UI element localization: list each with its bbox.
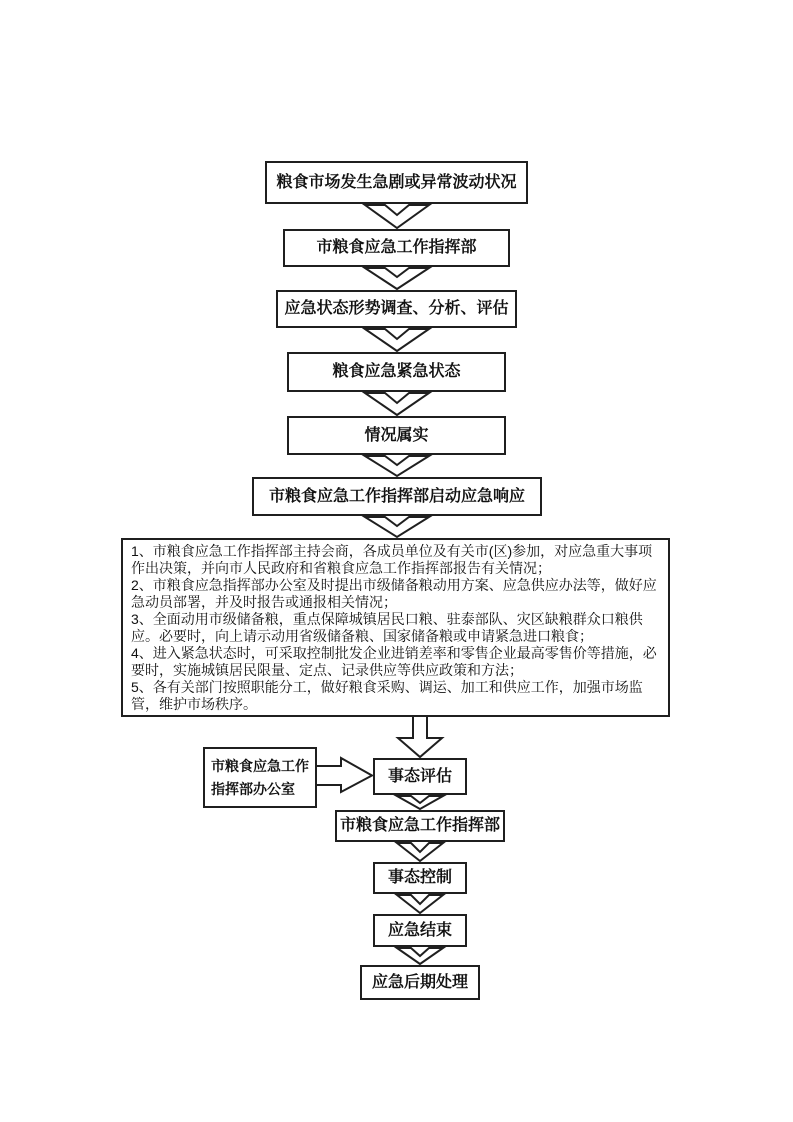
flow-node-label: 市粮食应急工作指挥部 — [316, 239, 477, 256]
flow-node-label: 粮食应急紧急状态 — [332, 363, 461, 380]
flow-node-response-end — [373, 914, 467, 947]
response-measure-item: 3、全面动用市级储备粮，重点保障城镇居民口粮、驻泰部队、灾区缺粮群众口粮供应。必要时，向上请示动用省级储备粮、国家储备粮或申请紧急进口粮食； — [131, 611, 643, 644]
flow-node-situation-control — [373, 862, 467, 894]
down-chevron-arrow-icon — [365, 268, 429, 289]
flow-node-label: 事态控制 — [387, 869, 452, 886]
flow-node-situation-assessment — [276, 290, 517, 328]
response-measure-item: 1、市粮食应急工作指挥部主持会商，各成员单位及有关市(区)参加，对应急重大事项作出决策，并向市人民政府和省粮食应急工作指挥部报告有关情况； — [131, 543, 653, 576]
flow-node-response-measures — [121, 538, 670, 717]
flow-node-label: 应急后期处理 — [371, 973, 468, 991]
right-block-arrow-icon — [316, 758, 372, 792]
down-chevron-arrow-icon — [365, 456, 429, 476]
flow-node-label: 事态评估 — [387, 767, 452, 785]
down-chevron-arrow-icon — [397, 796, 443, 809]
flow-node-label: 情况属实 — [364, 426, 429, 444]
flow-node-market-fluctuation — [265, 161, 528, 204]
flow-node-situation-evaluation — [373, 758, 467, 795]
response-measure-item: 2、市粮食应急指挥部办公室及时提出市级储备粮动用方案、应急供应办法等，做好应急动员部署，并及时报告或通报相关情况； — [131, 577, 657, 610]
flow-node-label: 市粮食应急工作指挥部办公室 — [211, 758, 309, 797]
flow-node-activate-response — [252, 477, 542, 516]
down-chevron-arrow-icon — [397, 895, 443, 913]
down-chevron-arrow-icon — [365, 393, 429, 415]
flow-node-label: 粮食市场发生急剧或异常波动状况 — [276, 173, 517, 191]
response-measure-item: 5、各有关部门按照职能分工，做好粮食采购、调运、加工和供应工作，加强市场监管，维护市场秩序。 — [131, 679, 643, 712]
down-chevron-arrow-icon — [365, 517, 429, 537]
flow-node-label: 市粮食应急工作指挥部启动应急响应 — [268, 487, 525, 505]
response-measure-item: 4、进入紧急状态时，可采取控制批发企业进销差率和零售企业最高零售价等措施，必要时，实施城镇居民限量、定点、记录供应等供应政策和方法； — [131, 645, 657, 678]
flow-node-situation-verified — [287, 416, 506, 455]
flow-node-label: 应急状态形势调查、分析、评估 — [284, 300, 509, 317]
flow-node-hq-office — [203, 747, 317, 808]
down-block-arrow-icon — [398, 716, 442, 757]
flow-node-command-hq — [283, 229, 510, 267]
flow-node-emergency-state — [287, 352, 506, 392]
flow-node-label: 应急结束 — [387, 921, 452, 939]
down-chevron-arrow-icon — [397, 948, 443, 964]
flow-node-command-hq-2 — [335, 810, 505, 842]
flow-node-label: 市粮食应急工作指挥部 — [339, 817, 500, 834]
down-chevron-arrow-icon — [365, 205, 429, 228]
down-chevron-arrow-icon — [397, 843, 443, 861]
flow-node-post-processing — [360, 965, 480, 1000]
down-chevron-arrow-icon — [365, 329, 429, 351]
